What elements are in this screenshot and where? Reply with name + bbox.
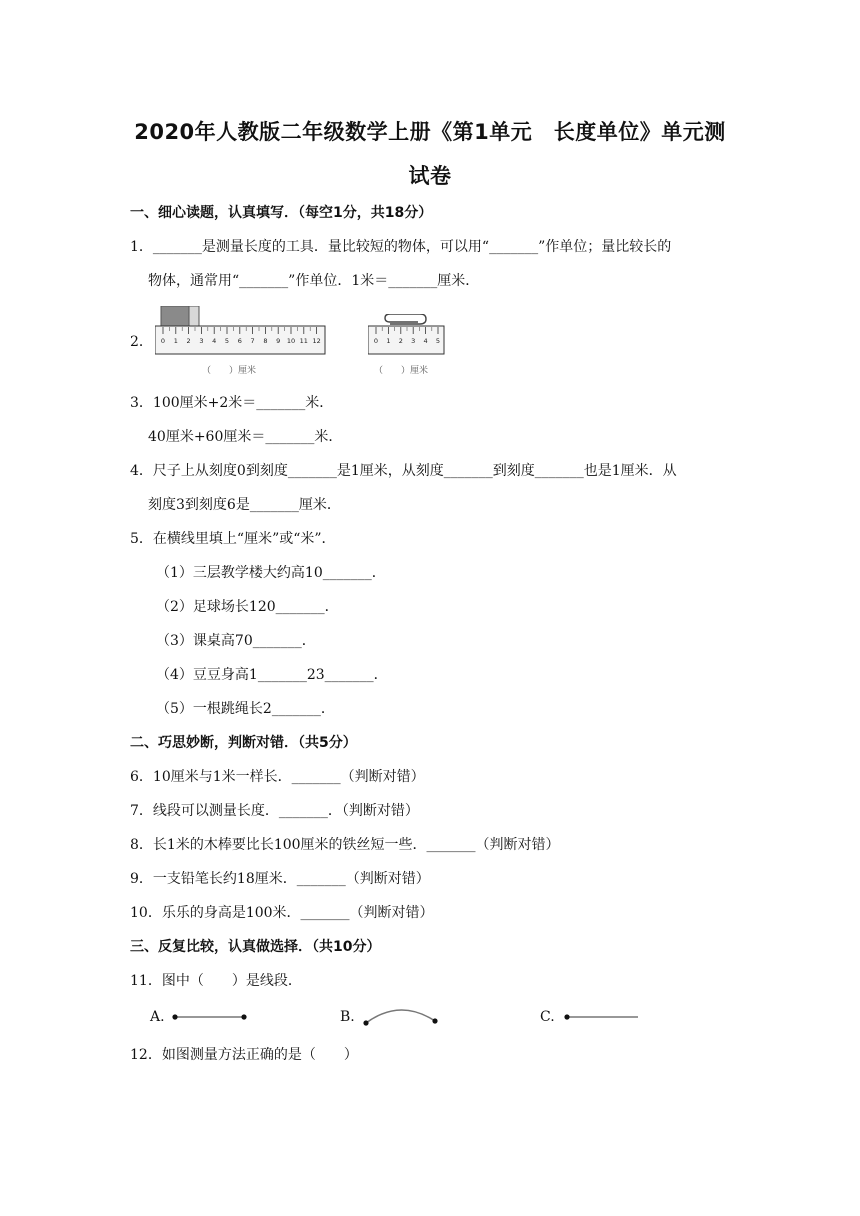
question-8: 8．长1米的木棒要比长100厘米的铁丝短一些．_______（判断对错） (130, 837, 560, 853)
ruler1-tick-label: 2 (186, 337, 191, 345)
ruler1-tick-label: 7 (250, 337, 255, 345)
question-2-label: 2． (130, 334, 153, 350)
section1-heading: 一、细心读题，认真填写．（每空1分，共18分） (130, 205, 433, 221)
question-7: 7．线段可以测量长度．_______．（判断对错） (130, 803, 419, 819)
ruler1-tick-label: 8 (263, 337, 268, 345)
section2-heading: 二、巧思妙断，判断对错．（共5分） (130, 735, 357, 751)
option-b-curve-figure (360, 1004, 442, 1028)
question-5-item-3: （3）课桌高70_______． (156, 633, 316, 649)
question-9: 9．一支铅笔长约18厘米．_______（判断对错） (130, 871, 430, 887)
ruler1-tick-label: 12 (312, 337, 321, 345)
ruler2-tick-label: 2 (398, 337, 403, 345)
question-1-line1: 1．_______是测量长度的工具．量比较短的物体，可以用“_______”作单位；量比较长的 (130, 239, 672, 255)
ruler1-caption: （ ）厘米 (202, 366, 257, 376)
question-3-line2: 40厘米+60厘米＝_______米． (148, 429, 343, 445)
ruler1-tick-label: 3 (199, 337, 204, 345)
question-6: 6．10厘米与1米一样长．_______（判断对错） (130, 769, 425, 785)
ruler2-body (368, 326, 444, 354)
question-5-item-2: （2）足球场长120_______． (156, 599, 339, 615)
eraser-end-shape (189, 306, 199, 326)
question-5-item-1: （1）三层教学楼大约高10_______． (156, 565, 386, 581)
question-5-item-5: （5）一根跳绳长2_______． (156, 701, 335, 717)
ruler1-tick-label: 4 (212, 337, 217, 345)
question-10: 10．乐乐的身高是100米．_______（判断对错） (130, 905, 434, 921)
question-5-item-4: （4）豆豆身高1_______23_______． (156, 667, 388, 683)
question-11: 11．图中（ ）是线段． (130, 973, 302, 989)
section3-heading: 三、反复比较，认真做选择．（共10分） (130, 939, 381, 955)
ruler2-tick-label: 4 (423, 337, 428, 345)
question-12: 12．如图测量方法正确的是（ ） (130, 1047, 358, 1063)
option-c-label: C. (540, 1009, 555, 1025)
question-1-line2: 物体，通常用“_______”作单位．1米＝_______厘米． (148, 273, 480, 289)
ruler1-tick-label: 9 (276, 337, 281, 345)
option-a-label: A. (150, 1009, 165, 1025)
document-title-line2: 试卷 (408, 164, 452, 188)
ruler2-tick-label: 3 (411, 337, 416, 345)
ruler1-tick-label: 0 (160, 337, 166, 345)
question-4-line2: 刻度3到刻度6是_______厘米． (148, 497, 341, 513)
ruler1-tick-label: 11 (299, 337, 308, 345)
ruler1-tick-label: 10 (286, 337, 296, 345)
ruler2-tick-label: 0 (373, 337, 379, 345)
ruler1-tick-label: 5 (224, 337, 230, 345)
option-b-label: B. (340, 1009, 355, 1025)
question-4-line1: 4．尺子上从刻度0到刻度_______是1厘米，从刻度_______到刻度_______也是1厘米．从 (130, 463, 677, 479)
option-a-segment-figure (170, 1010, 250, 1024)
ruler-with-eraser-figure (155, 306, 327, 356)
question-3-line1: 3．100厘米+2米＝_______米． (130, 395, 334, 411)
document-title-line1: 2020年人教版二年级数学上册《第1单元 长度单位》单元测 (134, 120, 726, 144)
ruler1-tick-label: 1 (173, 337, 178, 345)
ruler-with-paperclip-figure (368, 314, 446, 356)
option-c-ray-figure (562, 1010, 642, 1024)
paperclip-shape (385, 314, 426, 324)
question-5-stem: 5．在横线里填上“厘米”或“米”． (130, 531, 336, 547)
ruler2-tick-label: 5 (435, 337, 441, 345)
ruler2-tick-label: 1 (386, 337, 391, 345)
ruler1-tick-label: 6 (237, 337, 242, 345)
ruler2-caption: （ ）厘米 (374, 366, 429, 376)
